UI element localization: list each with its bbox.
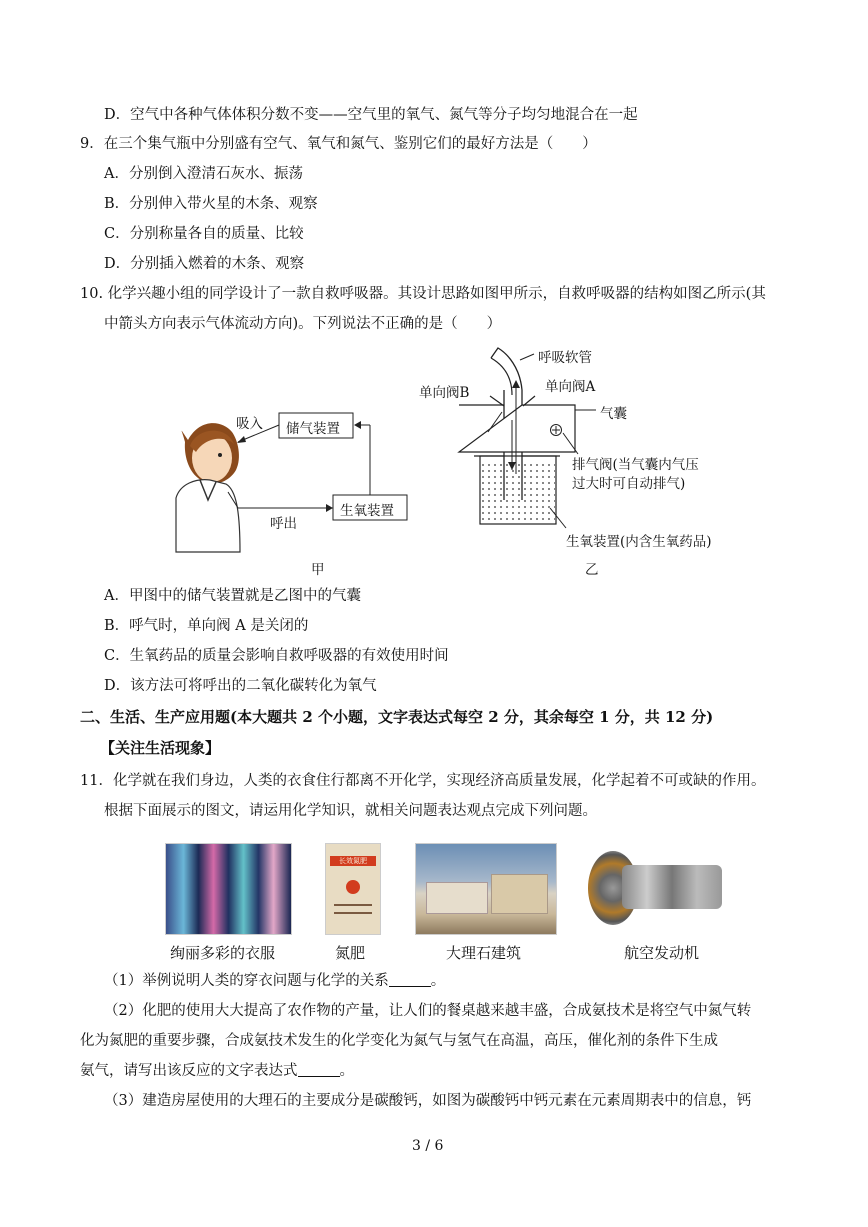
q11-part2-line3 xyxy=(80,1061,354,1081)
page-number: 3 / 6 xyxy=(412,1138,444,1154)
answer-blank-1[interactable] xyxy=(389,972,431,987)
q10-option-d: D．该方法可将呼出的二氧化碳转化为氧气 xyxy=(104,678,377,694)
fertilizer-brand: 长效氮肥 xyxy=(330,856,376,866)
yi-caption: 乙 xyxy=(585,562,599,578)
q11-stem-line2: 根据下面展示的图文，请运用化学知识，就相关问题表达观点完成下列问题。 xyxy=(104,803,597,819)
q10-stem-line2: 中箭头方向表示气体流动方向)。下列说法不正确的是（ ） xyxy=(104,316,502,332)
jia-generator-label: 生氧装置 xyxy=(340,503,394,519)
q10-option-a: A．甲图中的储气装置就是乙图中的气囊 xyxy=(104,588,361,604)
yi-valve-b-label: 单向阀B xyxy=(419,385,470,401)
q9-option-c: C．分别称量各自的质量、比较 xyxy=(104,226,304,242)
yi-airbag-label: 气囊 xyxy=(600,406,627,422)
q9-stem: 9．在三个集气瓶中分别盛有空气、氧气和氮气、鉴别它们的最好方法是（ ） xyxy=(80,136,597,152)
jia-storage-label: 储气装置 xyxy=(286,421,340,437)
q9-option-b: B．分别伸入带火星的木条、观察 xyxy=(104,196,318,212)
marble-building-photo xyxy=(415,843,557,935)
section2-subtitle: 【关注生活现象】 xyxy=(100,739,221,757)
yi-exhaust-label-1: 排气阀(当气囊内气压 xyxy=(572,457,699,473)
q11-part3-line1: （3）建造房屋使用的大理石的主要成分是碳酸钙，如图为碳酸钙中钙元素在元素周期表中的信息，钙 xyxy=(104,1093,752,1109)
clothes-photo xyxy=(165,843,292,935)
q11-part2-end: 。 xyxy=(339,1063,354,1079)
jia-exhale-label: 呼出 xyxy=(270,516,297,532)
q10-option-b: B．呼气时，单向阀 A 是关闭的 xyxy=(104,618,309,634)
q10-stem-line1: 10. 化学兴趣小组的同学设计了一款自救呼吸器。其设计思路如图甲所示，自救呼吸器的结构如图乙所示(其 xyxy=(80,286,766,302)
answer-blank-2[interactable] xyxy=(298,1062,340,1077)
q11-part1-text: （1）举例说明人类的穿衣问题与化学的关系 xyxy=(104,973,389,989)
q11-stem-line1: 11．化学就在我们身边，人类的衣食住行都离不开化学，实现经济高质量发展，化学起着不可或缺的作用。 xyxy=(80,773,766,789)
jet-engine-photo xyxy=(582,843,732,933)
q11-part2-line3-text: 氨气，请写出该反应的文字表达式 xyxy=(80,1063,298,1079)
q10-option-c: C．生氧药品的质量会影响自救呼吸器的有效使用时间 xyxy=(104,648,449,664)
caption-fertilizer: 氮肥 xyxy=(335,944,366,962)
yi-exhaust-label-2: 过大时可自动排气) xyxy=(572,476,686,492)
fertilizer-bag-photo xyxy=(325,843,381,935)
caption-marble: 大理石建筑 xyxy=(446,944,522,962)
caption-clothes: 绚丽多彩的衣服 xyxy=(170,944,276,962)
q11-part2-line2: 化为氮肥的重要步骤，合成氨技术发生的化学变化为氮气与氢气在高温，高压，催化剂的条件下生成 xyxy=(80,1033,718,1049)
q11-part1 xyxy=(104,971,445,991)
section2-title: 二、生活、生产应用题(本大题共 2 个小题，文字表达式每空 2 分，其余每空 1 分，共 12 分) xyxy=(80,708,714,726)
caption-engine: 航空发动机 xyxy=(624,944,700,962)
jia-caption: 甲 xyxy=(311,562,325,578)
yi-generator-label: 生氧装置(内含生氧药品) xyxy=(566,534,712,550)
yi-hose-label: 呼吸软管 xyxy=(538,350,592,366)
q11-part2-line1: （2）化肥的使用大大提高了农作物的产量，让人们的餐桌越来越丰盛，合成氨技术是将空气中氮气转 xyxy=(104,1003,752,1019)
q9-option-a: A．分别倒入澄清石灰水、振荡 xyxy=(104,166,303,182)
q8-option-d: D．空气中各种气体体积分数不变——空气里的氧气、氮气等分子均匀地混合在一起 xyxy=(104,107,638,123)
yi-valve-a-label: 单向阀A xyxy=(545,379,596,395)
q11-part1-end: 。 xyxy=(430,973,446,989)
jia-inhale-label: 吸入 xyxy=(236,416,263,432)
q9-option-d: D．分别插入燃着的木条、观察 xyxy=(104,256,305,272)
